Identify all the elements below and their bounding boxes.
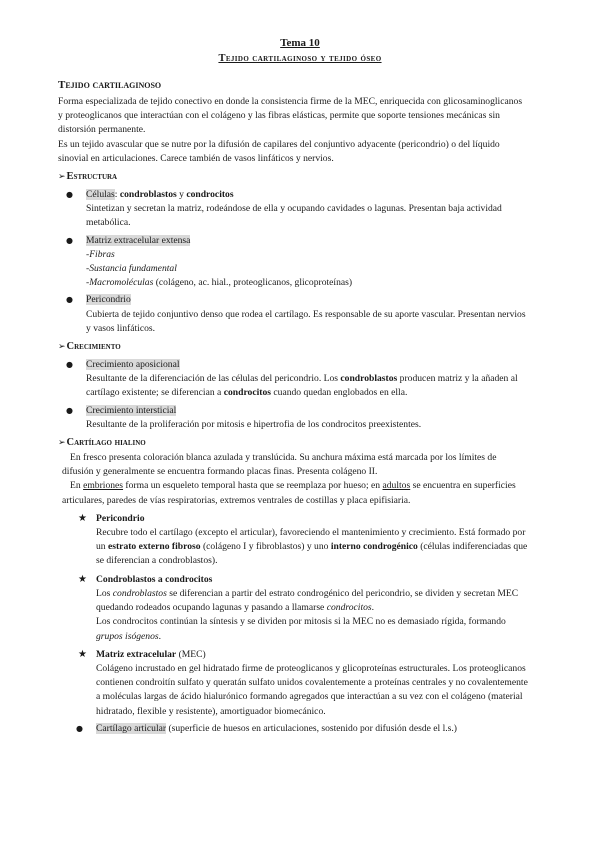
list-item-condroblastos: ★ Condroblastos a condrocitos Los condroblastos se diferencian a partir del estrato condrogénico del pericondrio, se dividen y secretan MEC quedando rodeados ocupando lagunas y pasando a llamarse condrocitos. Los condrocitos continúan la síntesis y se dividen por mitosis si la MEC no es demasiado rígida, formando grupos isógenos. bbox=[78, 573, 519, 642]
bullet-icon: ● bbox=[66, 405, 73, 415]
page-title: Tema 10 bbox=[280, 37, 320, 49]
list-item-hialino-pericondrio: ★ Pericondrio Recubre todo el cartílago (excepto el articular), favoreciendo el mantenimiento y crecimiento. Está formado por un estrato externo fibroso (colágeno I y fibroblastos) y uno interno condrogénico (células indiferenciadas que se diferencian a condroblastos). bbox=[78, 512, 528, 567]
intro-paragraph-2: Es un tejido avascular que se nutre por la difusión de capilares del conjuntivo adyacente (pericondrio) o del líquido sinovial en articulaciones. Carece también de vasos linfáticos y nervios. bbox=[58, 138, 500, 164]
star-icon: ★ bbox=[78, 573, 87, 585]
bullet-icon: ● bbox=[66, 190, 73, 200]
bullet-icon: ● bbox=[76, 723, 83, 733]
star-icon: ★ bbox=[78, 512, 87, 524]
list-item-celulas: ● Células: condroblastos y condrocitos Sintetizan y secretan la matriz, rodeándose de ella y ocupando cavidades o lagunas. Presentan baja actividad metabólica. bbox=[58, 188, 528, 231]
page-subtitle: Tejido cartilaginoso y tejido óseo bbox=[218, 53, 382, 64]
celulas-description: Sintetizan y secretan la matriz, rodeándose de ella y ocupando cavidades o lagunas. Presentan baja actividad metabólica. bbox=[86, 203, 502, 229]
list-item-mec: ★ Matriz extracelular (MEC) Colágeno incrustado en gel hidratado firme de proteoglicanos y glicoproteínas estructurales. Los proteoglicanos contienen condroitín sulfato y queratán sulfato unidos covalentemente a proteínas centrales y no covalentemente a moléculas largas de ácido hialurónico formando agregados que interactúan a su vez con el colágeno (material hidratado, flexible y resistente), amortiguador biomecánico. bbox=[78, 648, 528, 717]
content bbox=[58, 78, 528, 736]
list-item-pericondrio: ● Pericondrio Cubierta de tejido conjuntivo denso que rodea el cartílago. Es responsable de su aporte vascular. Presentan nervios y vasos linfáticos. bbox=[66, 294, 526, 334]
arrow-icon: ➢ bbox=[58, 342, 66, 353]
arrow-icon: ➢ bbox=[58, 172, 66, 183]
list-item-aposicional: ● Crecimiento aposicional Resultante de la diferenciación de las células del pericondrio. Los condroblastos producen matriz y la añaden al cartílago existente; se diferencian a condrocitos cuando quedan englobados en ella. bbox=[66, 359, 518, 399]
bullet-icon: ● bbox=[66, 235, 73, 245]
subheading-crecimiento: ➢Crecimiento bbox=[58, 341, 121, 353]
list-item-articular: ● Cartílago articular (superficie de huesos en articulaciones, sostenido por difusión desde el l.s.) bbox=[68, 722, 528, 736]
hialino-paragraph-1: En fresco presenta coloración blanca azulada y translúcida. Su anchura máxima está marcada por los límites de difusión y generalmente se encuentra formando placas finas. Presenta colágeno II. bbox=[62, 452, 497, 478]
hialino-paragraph-2: En embriones forma un esqueleto temporal hasta que se reemplaza por hueso; en adultos se encuentra en superficies articulares, paredes de vías respiratorias, extremos ventrales de costillas y placa epifisiaria. bbox=[62, 480, 516, 506]
section-heading: Tejido cartilaginoso bbox=[58, 79, 162, 91]
list-item-intersticial: ● Crecimiento intersticial Resultante de la proliferación por mitosis e hipertrofia de los condrocitos preexistentes. bbox=[66, 404, 422, 430]
subheading-estructura: ➢Estructura bbox=[58, 171, 118, 183]
title-block bbox=[0, 36, 600, 66]
list-item-matriz: ● Matriz extracelular extensa -Fibras -Sustancia fundamental -Macromoléculas (colágeno, ac. hial., proteoglicanos, glicoproteínas) bbox=[66, 234, 353, 289]
bullet-icon: ● bbox=[66, 360, 73, 370]
bullet-icon: ● bbox=[66, 295, 73, 305]
star-icon: ★ bbox=[78, 648, 87, 660]
intro-paragraph-1: Forma especializada de tejido conectivo en donde la consistencia firme de la MEC, enriquecida con glicosaminoglicanos y proteoglicanos que interactúan con el colágeno y las fibras elásticas, permite que soporte tensiones mecánicas sin distorsión permanente. bbox=[58, 96, 523, 136]
arrow-icon: ➢ bbox=[58, 438, 66, 449]
subheading-hialino: ➢Cartílago hialino bbox=[58, 437, 146, 449]
